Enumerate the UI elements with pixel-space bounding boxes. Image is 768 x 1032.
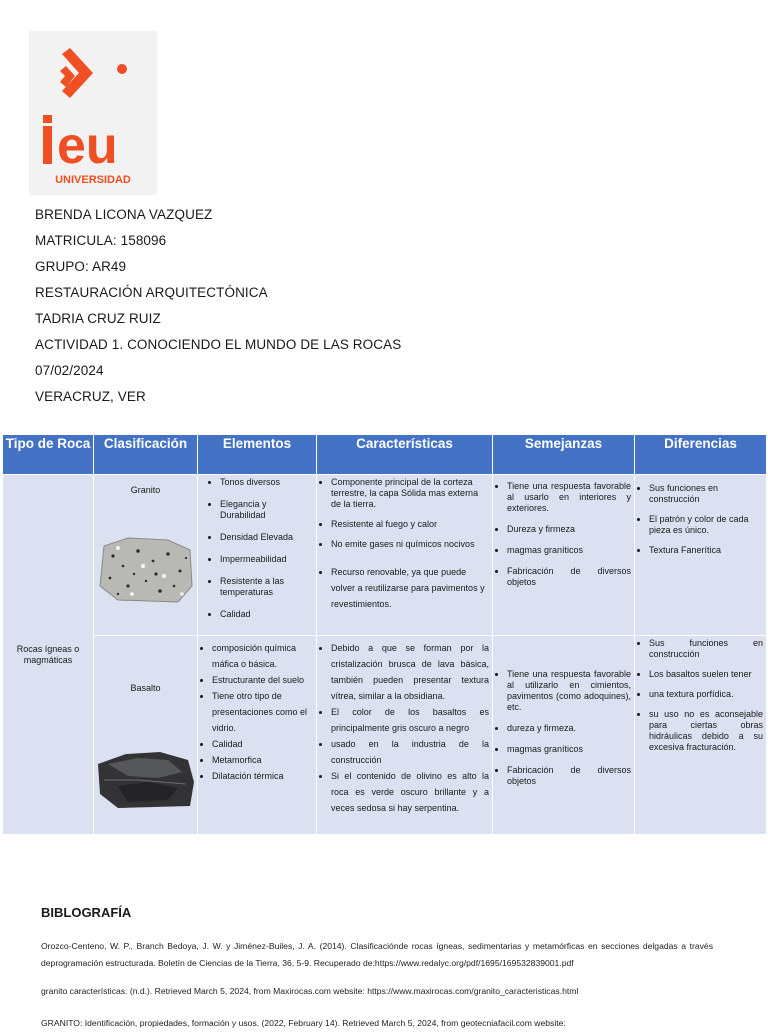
clasificacion-label: Basalto xyxy=(130,683,161,693)
cell-caracteristicas xyxy=(317,636,493,835)
rocks-table xyxy=(2,434,767,835)
list-item: • Elegancia y Durabilidad xyxy=(220,499,308,521)
list-item: • Recurso renovable, ya que puede volver a reutilizarse para pavimentos y revestimientos. xyxy=(331,564,489,612)
list-item: • Fabricación de diversos objetos xyxy=(507,765,631,787)
list-item: • Componente principal de la corteza terrestre, la capa Sólida mas externa de la tierra. xyxy=(331,477,489,510)
list-item: • Metamorfica xyxy=(212,752,313,768)
bibliography-ref: granito características. (n.d.). Retrieved March 5, 2024, from Maxirocas.com website: https://www.maxirocas.com/granito_caracteristicas.html xyxy=(41,986,579,996)
logo-subtitle: UNIVERSIDAD xyxy=(55,174,131,186)
list-item: • Los basaltos suelen tener xyxy=(649,669,763,680)
list-item: • composición química máfica o básica. xyxy=(212,640,313,672)
header-clasificacion: Clasificación xyxy=(94,435,198,475)
date: 07/02/2024 xyxy=(35,363,104,378)
teacher-name: TADRIA CRUZ RUIZ xyxy=(35,311,161,326)
list-item: • Densidad Elevada xyxy=(220,532,308,543)
list-item: • No emite gases ni químicos nocivos xyxy=(331,539,489,550)
header-elementos: Elementos xyxy=(198,435,317,475)
student-group: GRUPO: AR49 xyxy=(35,259,127,274)
list-item: • Sus funciones en construcción xyxy=(649,638,763,660)
table-row xyxy=(3,475,767,636)
list-item: • Tiene otro tipo de presentaciones como el vidrio. xyxy=(212,688,313,736)
bibliography-title: BIBLOGRAFÍA xyxy=(41,905,132,920)
clasificacion-label: Granito xyxy=(130,485,161,495)
svg-text:eu: eu xyxy=(57,117,118,175)
list-item: • Tonos diversos xyxy=(220,477,308,488)
list-item: • Resistente al fuego y calor xyxy=(331,519,489,530)
list-item: • dureza y firmeza. xyxy=(507,723,631,734)
cell-diferencias xyxy=(635,475,767,636)
location: VERACRUZ, VER xyxy=(35,389,146,404)
header-caracteristicas: Características xyxy=(317,435,493,475)
table-header-row xyxy=(3,435,767,475)
list-item: • Impermeabilidad xyxy=(220,554,308,565)
list-item: • Estructurante del suelo xyxy=(212,672,313,688)
list-item: • una textura porfídica. xyxy=(649,689,763,700)
list-item: • su uso no es aconsejable para ciertas obras hidráulicas debido a su excesiva fracturación. xyxy=(649,709,763,753)
cell-caracteristicas xyxy=(317,475,493,636)
header-tipo: Tipo de Roca xyxy=(3,435,94,475)
list-item: • Si el contenido de olivino es alto la roca es verde oscuro brillante y a veces sedosa si hay serpentina. xyxy=(331,768,489,816)
cell-tipo-roca xyxy=(3,475,94,835)
header-semejanzas: Semejanzas xyxy=(493,435,635,475)
list-item: • usado en la industria de la construcción xyxy=(331,736,489,768)
logo-dot-icon xyxy=(117,64,127,74)
list-item: • Dilatación térmica xyxy=(212,768,313,784)
granite-rock-image xyxy=(98,536,194,604)
cell-elementos xyxy=(198,636,317,835)
list-item: • Dureza y firmeza xyxy=(507,524,631,535)
course-name: RESTAURACIÓN ARQUITECTÓNICA xyxy=(35,285,268,300)
list-item: • Debido a que se forman por la cristalización brusca de lava básica, también pueden presentar textura vítrea, similar a la obsidiana. xyxy=(331,640,489,704)
list-item: • magmas graníticos xyxy=(507,545,631,556)
student-info xyxy=(35,205,401,413)
list-item: • Sus funciones en construcción xyxy=(649,483,763,505)
cell-diferencias xyxy=(635,636,767,835)
cell-clasificacion xyxy=(94,475,198,636)
tipo-roca-label: Rocas ígneas o magmáticas xyxy=(16,643,80,665)
list-item: • Textura Fanerítica xyxy=(649,545,763,556)
bibliography-ref: Orozco-Centeno, W. P., Branch Bedoya, J. W. y Jiménez-Builes, J. A. (2014). Clasificaciónde rocas ígneas, sedimentarias y metamórficas en secciones delgadas a través deprogramación estructurada. Boletín de Ciencias de la Tierra, 36, 5-9. Recuperado de:https://www.redalyc.org/pdf/1695/169532839001.pdf xyxy=(41,941,713,968)
cell-clasificacion xyxy=(94,636,198,835)
student-matricula: MATRICULA: 158096 xyxy=(35,233,167,248)
cell-semejanzas xyxy=(493,475,635,636)
list-item: • Tiene una respuesta favorable al utilizarlo en cimientos, pavimentos (como adoquines), etc. xyxy=(507,669,631,713)
logo xyxy=(29,31,157,195)
basalt-rock-image xyxy=(98,750,194,810)
cell-semejanzas xyxy=(493,636,635,835)
list-item: • El color de los basaltos es principalmente gris oscuro a negro xyxy=(331,704,489,736)
activity-title: ACTIVIDAD 1. CONOCIENDO EL MUNDO DE LAS ROCAS xyxy=(35,337,402,352)
list-item: • Calidad xyxy=(212,736,313,752)
header-diferencias: Diferencias xyxy=(635,435,767,475)
list-item: • El patrón y color de cada pieza es único. xyxy=(649,514,763,536)
student-name: BRENDA LICONA VAZQUEZ xyxy=(35,207,213,222)
list-item: • Tiene una respuesta favorable al usarlo en interiores y exteriores. xyxy=(507,481,631,514)
table-row xyxy=(3,636,767,835)
ieu-logo-graphic xyxy=(29,31,157,195)
cell-elementos xyxy=(198,475,317,636)
list-item: • Fabricación de diversos objetos xyxy=(507,566,631,588)
bibliography-ref: GRANITO: Identificación, propiedades, formación y usos. (2022, February 14). Retrieved March 5, 2024, from geotecniafacil.com website: xyxy=(41,1018,566,1028)
list-item: • Resistente a las temperaturas xyxy=(220,576,308,598)
list-item: • Calidad xyxy=(220,609,308,620)
list-item: • magmas graníticos xyxy=(507,744,631,755)
